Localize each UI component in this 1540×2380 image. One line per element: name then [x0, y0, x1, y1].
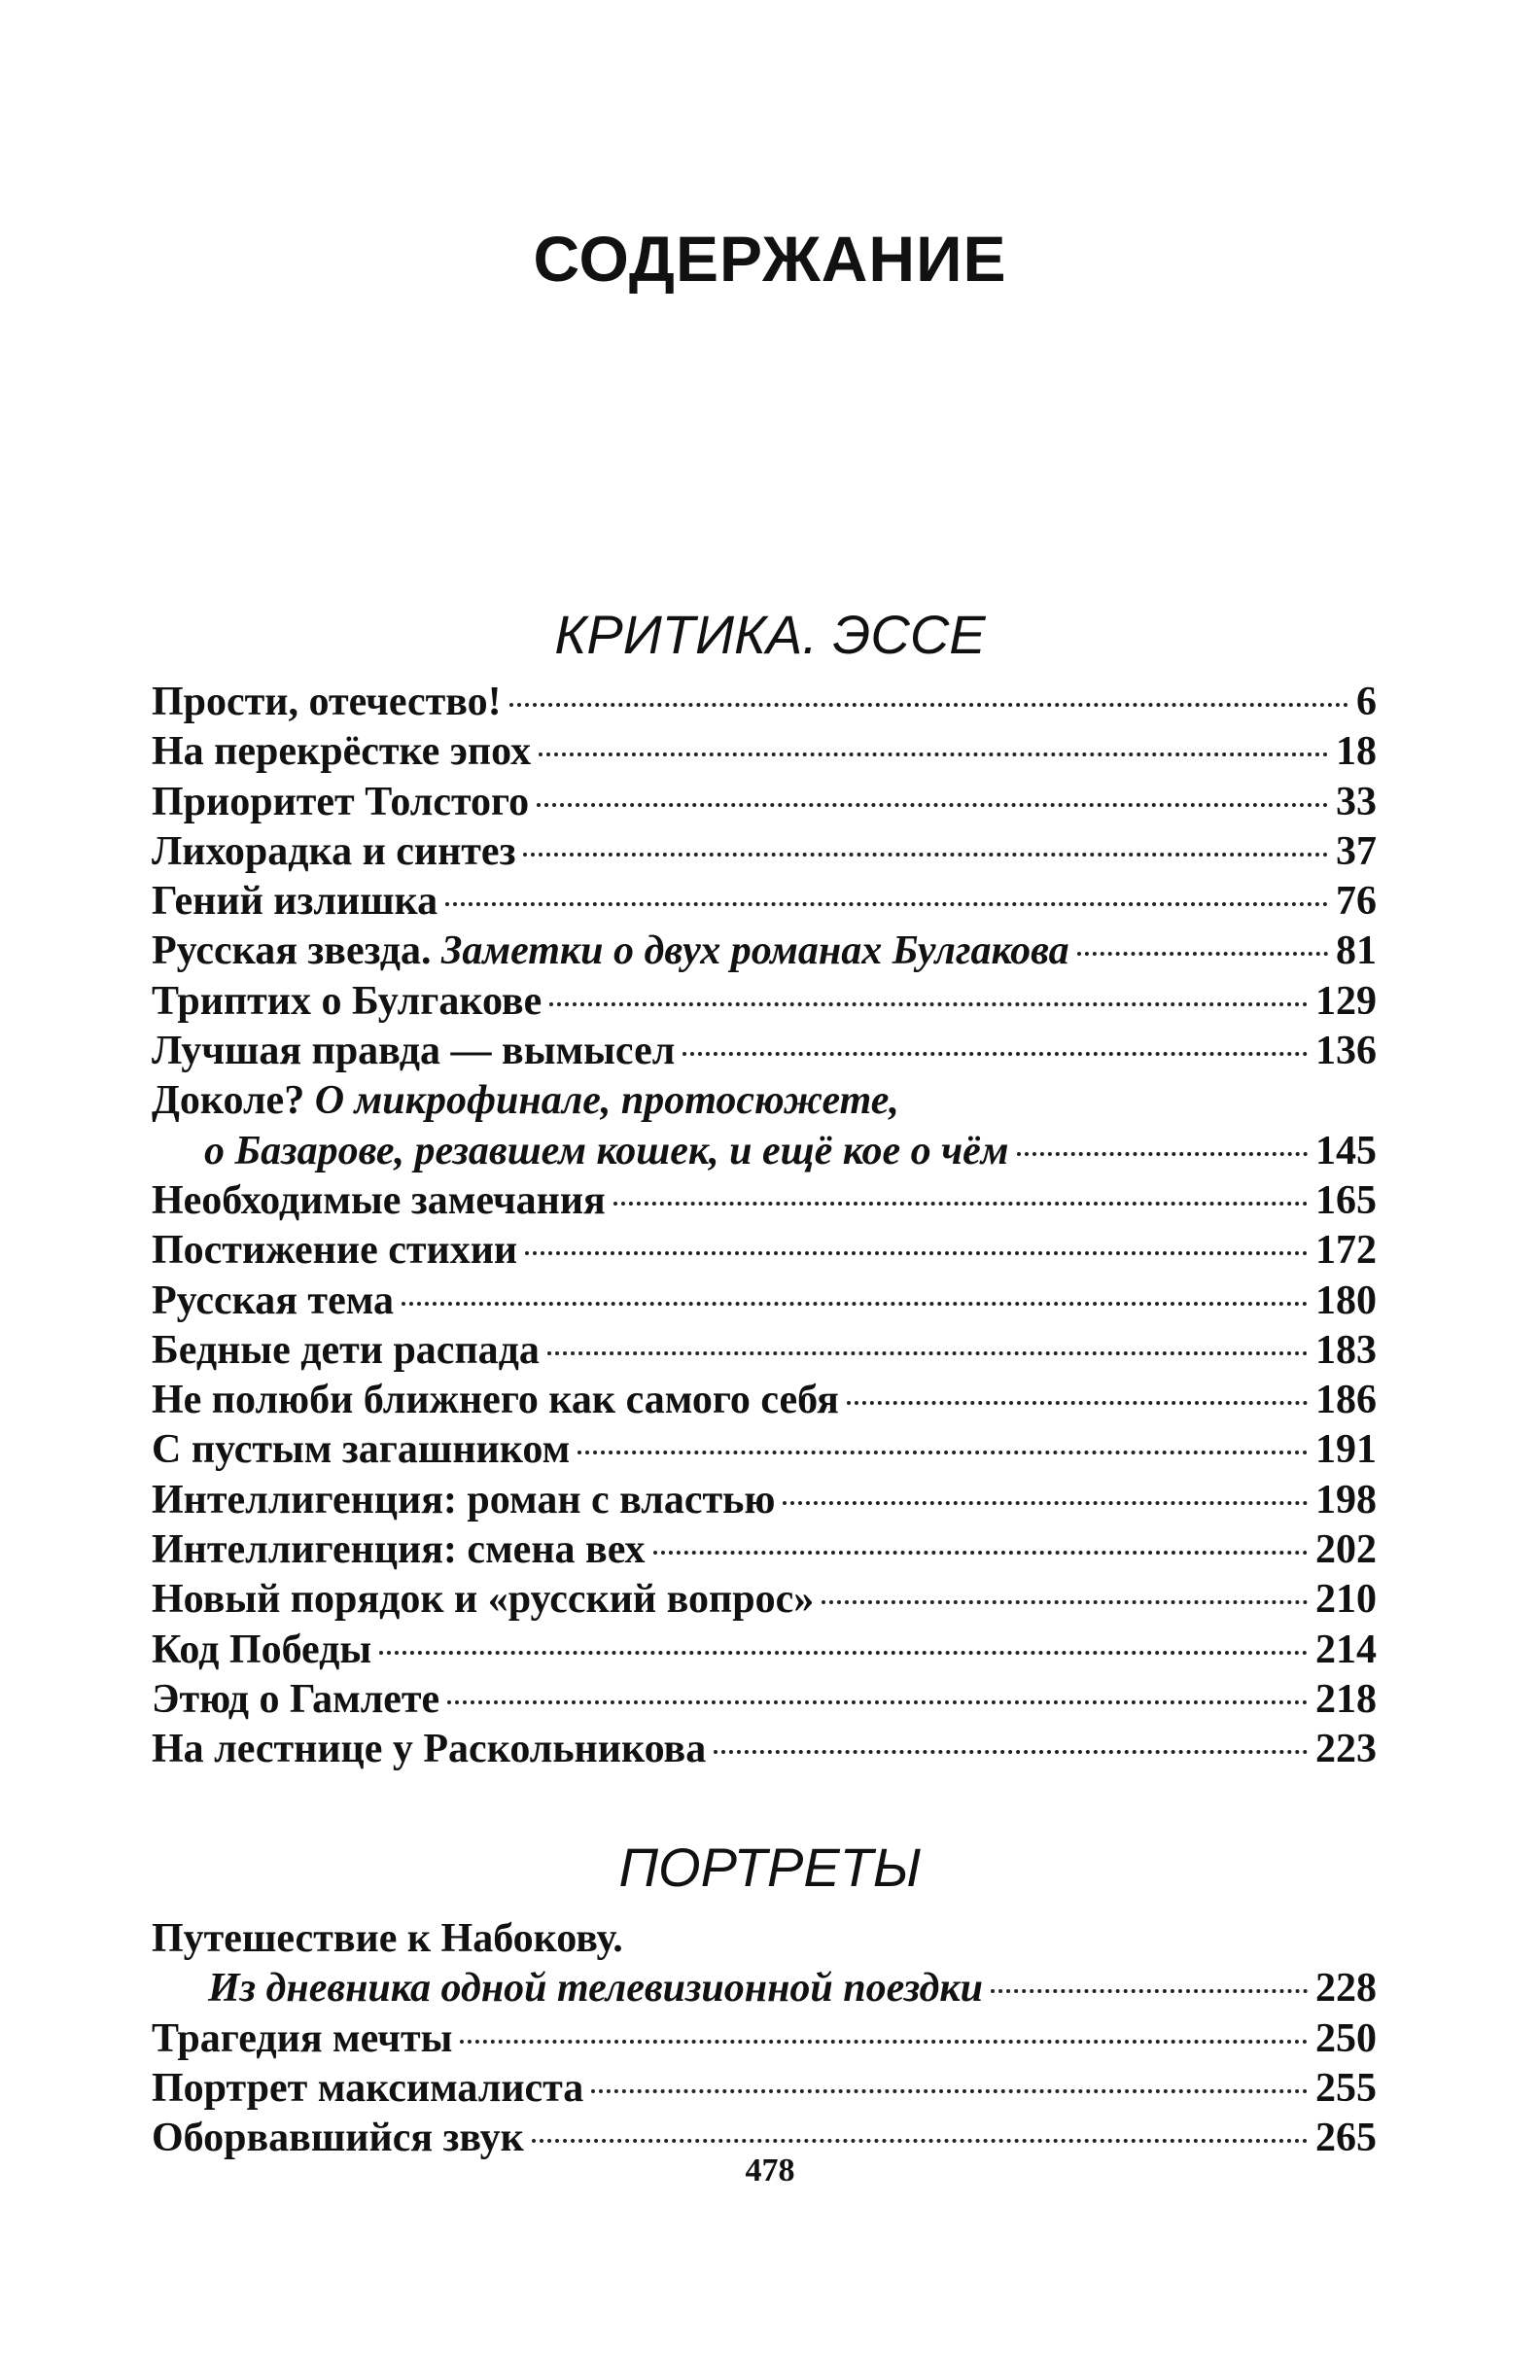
- dot-leader: [447, 1700, 1308, 1704]
- toc-entry-page: 129: [1315, 978, 1377, 1024]
- toc-entry[interactable]: [152, 1177, 1377, 1227]
- toc-entry-page: 250: [1315, 2015, 1377, 2061]
- toc-entry[interactable]: [152, 1676, 1377, 1726]
- toc-entry-title: Портрет максималиста: [152, 2065, 584, 2111]
- toc-entry-label: [152, 1627, 371, 1673]
- dot-leader: [682, 1052, 1308, 1056]
- toc-entry-title: Русская звезда.: [152, 928, 432, 974]
- dot-leader: [523, 853, 1328, 857]
- toc-entry[interactable]: [152, 2065, 1377, 2115]
- toc-entry-title: Постижение стихии: [152, 1228, 518, 1274]
- toc-entry[interactable]: [152, 728, 1377, 778]
- toc-list-portraits: [152, 1915, 1377, 2164]
- section-title-critique: КРИТИКА. ЭССЕ: [554, 604, 986, 665]
- toc-entry-page: 186: [1315, 1378, 1377, 1423]
- toc-entry[interactable]: [152, 1915, 1377, 1965]
- toc-entry-label: [152, 1227, 517, 1274]
- toc-entry-title: Путешествие к Набокову.: [152, 1916, 623, 1961]
- toc-entry-label: [152, 1477, 775, 1523]
- dot-leader: [539, 752, 1328, 756]
- toc-entry-label: [152, 1278, 394, 1324]
- toc-entry-title: Трагедия мечты: [152, 2015, 453, 2061]
- toc-entry-page: 265: [1315, 2116, 1377, 2161]
- dot-leader: [547, 1351, 1308, 1355]
- toc-entry-title: Бедные дети распада: [152, 1327, 540, 1373]
- toc-entry-page: 198: [1315, 1477, 1377, 1522]
- toc-entry-page: 136: [1315, 1029, 1377, 1074]
- toc-entry[interactable]: [152, 1227, 1377, 1277]
- dot-leader: [460, 2040, 1308, 2044]
- toc-entry-label: [152, 2015, 452, 2062]
- toc-entry-label: [152, 1077, 899, 1124]
- toc-entry-label: [152, 1576, 814, 1623]
- toc-entry[interactable]: [152, 928, 1377, 977]
- toc-entry-page: 214: [1315, 1627, 1377, 1672]
- dot-leader: [509, 703, 1348, 707]
- toc-entry[interactable]: [152, 1526, 1377, 1576]
- toc-entry-label: [152, 878, 438, 925]
- toc-entry-title: Оборвавшийся звук: [152, 2116, 524, 2161]
- toc-entry-page: 210: [1315, 1577, 1377, 1623]
- toc-entry-title: Новый порядок и «русский вопрос»: [152, 1577, 815, 1623]
- dot-leader: [847, 1401, 1308, 1405]
- toc-entry-label: [152, 828, 515, 875]
- page-number: 478: [745, 2152, 795, 2188]
- toc-entry-subtitle: О микрофинале, протосюжете,: [314, 1078, 899, 1124]
- toc-entry-page: 81: [1336, 928, 1377, 974]
- toc-entry-label: [152, 1526, 646, 1573]
- toc-entry-page: 6: [1356, 680, 1377, 724]
- toc-entry-page: 180: [1315, 1278, 1377, 1323]
- toc-entry-title: Приоритет Толстого: [152, 779, 530, 824]
- toc-entry-label: [152, 1177, 606, 1224]
- toc-entry-title: С пустым загашником: [152, 1427, 571, 1473]
- toc-entry[interactable]: [152, 1726, 1377, 1775]
- toc-entry-label: [152, 1377, 839, 1423]
- toc-entry[interactable]: [152, 1965, 1377, 2014]
- toc-entry-title: На лестнице у Раскольникова: [152, 1727, 707, 1772]
- toc-entry-title: Доколе?: [152, 1078, 305, 1124]
- toc-entry-label: [152, 1426, 570, 1473]
- dot-leader: [591, 2089, 1308, 2093]
- toc-entry[interactable]: [152, 1426, 1377, 1476]
- dot-leader: [402, 1302, 1308, 1306]
- toc-entry-title: Этюд о Гамлете: [152, 1676, 440, 1722]
- toc-entry-subtitle: Заметки о двух романах Булгакова: [441, 928, 1069, 974]
- dot-leader: [991, 1989, 1308, 1993]
- toc-entry-page: 223: [1315, 1727, 1377, 1772]
- toc-entry[interactable]: [152, 1028, 1377, 1077]
- section-title-portraits: ПОРТРЕТЫ: [618, 1837, 922, 1898]
- toc-entry-page: 228: [1315, 1966, 1377, 2012]
- toc-entry-label: [152, 728, 531, 775]
- toc-entry-title: Прости, отечество!: [152, 680, 502, 724]
- dot-leader: [613, 1202, 1308, 1206]
- dot-leader: [1077, 952, 1328, 956]
- toc-list-critique: [152, 679, 1377, 1776]
- toc-entry[interactable]: [152, 1576, 1377, 1626]
- toc-entry[interactable]: [152, 878, 1377, 928]
- toc-entry[interactable]: [152, 828, 1377, 878]
- toc-entry[interactable]: [152, 1077, 1377, 1127]
- toc-entry-label: [152, 1965, 983, 2012]
- toc-entry-title: На перекрёстке эпох: [152, 729, 532, 775]
- toc-entry[interactable]: [152, 978, 1377, 1028]
- dot-leader: [532, 2139, 1308, 2143]
- toc-entry-title: Гений излишка: [152, 879, 438, 925]
- toc-entry[interactable]: [152, 1327, 1377, 1377]
- dot-leader: [822, 1600, 1308, 1604]
- toc-entry-title: Не полюби ближнего как самого себя: [152, 1378, 839, 1423]
- toc-entry-label: [152, 2065, 583, 2112]
- dot-leader: [653, 1551, 1308, 1555]
- toc-entry-page: 165: [1315, 1177, 1377, 1223]
- toc-entry-page: 76: [1336, 879, 1377, 925]
- dot-leader: [537, 803, 1328, 807]
- dot-leader: [445, 902, 1328, 906]
- toc-entry-label: [152, 1327, 540, 1374]
- toc-entry-page: 255: [1315, 2065, 1377, 2111]
- toc-entry-label: [152, 1915, 623, 1962]
- toc-entry-subtitle: Из дневника одной телевизионной поездки: [208, 1966, 984, 2012]
- dot-leader: [549, 1002, 1308, 1006]
- dot-leader: [1017, 1152, 1308, 1156]
- toc-entry-page: 33: [1336, 779, 1377, 824]
- toc-entry-title: Лучшая правда — вымысел: [152, 1029, 676, 1074]
- toc-entry[interactable]: [152, 1627, 1377, 1676]
- toc-entry-label: [152, 978, 542, 1025]
- dot-leader: [379, 1651, 1308, 1655]
- toc-entry-title: Необходимые замечания: [152, 1177, 606, 1223]
- toc-entry[interactable]: [152, 779, 1377, 828]
- toc-entry[interactable]: [152, 1278, 1377, 1327]
- toc-entry-title: Интеллигенция: роман с властью: [152, 1477, 776, 1522]
- toc-entry-page: 37: [1336, 828, 1377, 874]
- toc-entry-page: 183: [1315, 1327, 1377, 1373]
- toc-entry-page: 202: [1315, 1527, 1377, 1573]
- toc-entry-title: Лихорадка и синтез: [152, 828, 516, 874]
- toc-entry-page: 218: [1315, 1676, 1377, 1722]
- toc-entry[interactable]: [152, 2015, 1377, 2065]
- toc-entry-title: Код Победы: [152, 1627, 372, 1672]
- toc-entry-label: [152, 928, 1069, 974]
- page-title: СОДЕРЖАНИЕ: [533, 223, 1007, 295]
- dot-leader: [714, 1750, 1308, 1754]
- toc-entry-label: [152, 679, 502, 725]
- toc-entry-label: [152, 779, 529, 825]
- toc-entry-title: Русская тема: [152, 1278, 395, 1323]
- toc-entry-label: [152, 1676, 439, 1723]
- toc-entry-subtitle: о Базарове, резавшем кошек, и ещё кое о чём: [204, 1128, 1009, 1173]
- toc-entry[interactable]: [152, 1477, 1377, 1526]
- toc-entry-page: 191: [1315, 1427, 1377, 1473]
- toc-entry-page: 145: [1315, 1128, 1377, 1173]
- toc-entry-label: [152, 1028, 675, 1074]
- toc-entry[interactable]: [152, 1128, 1377, 1177]
- toc-entry-page: 18: [1336, 729, 1377, 775]
- toc-entry-page: 172: [1315, 1228, 1377, 1274]
- dot-leader: [783, 1501, 1308, 1505]
- toc-entry-title: Интеллигенция: смена вех: [152, 1527, 646, 1573]
- toc-entry[interactable]: [152, 679, 1377, 728]
- dot-leader: [578, 1451, 1308, 1454]
- dot-leader: [525, 1251, 1308, 1255]
- toc-entry-label: [152, 1128, 1009, 1174]
- toc-entry-label: [152, 1726, 706, 1772]
- toc-entry-title: Триптих о Булгакове: [152, 978, 542, 1024]
- toc-entry[interactable]: [152, 1377, 1377, 1426]
